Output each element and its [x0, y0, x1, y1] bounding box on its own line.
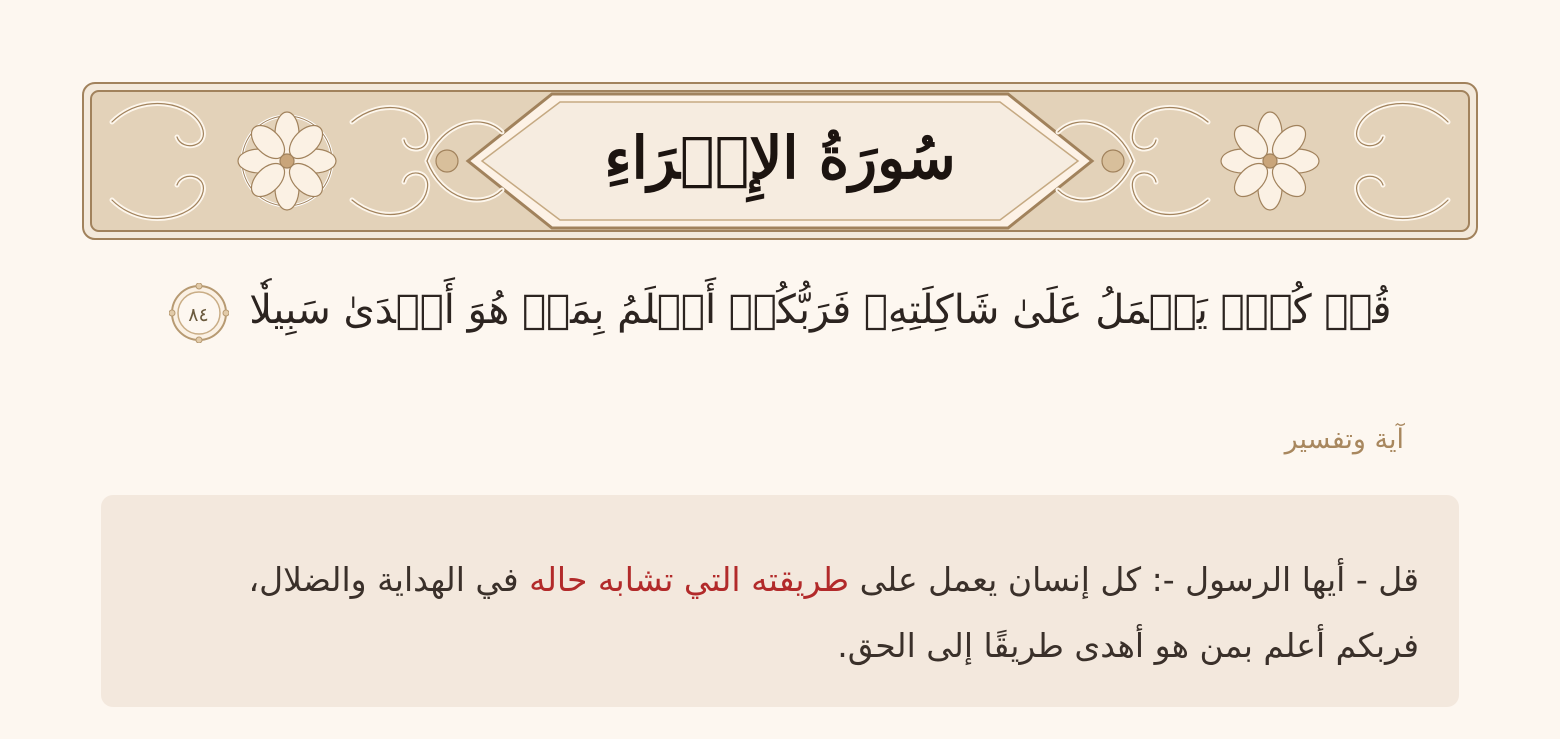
verse-number-marker — [169, 283, 229, 343]
surah-header-banner — [82, 82, 1478, 240]
surah-title: سُورَةُ الإِسۡرَاءِ — [604, 124, 956, 192]
verse-line — [150, 278, 1410, 343]
tafsir-text — [201, 547, 1419, 679]
verse-number: ٨٤ — [188, 304, 209, 326]
tafsir-text-before: قل - أيها الرسول -: كل إنسان يعمل على — [849, 560, 1419, 599]
tafsir-box — [101, 495, 1459, 707]
section-label: آية وتفسير — [1284, 424, 1404, 455]
tafsir-highlight: طريقته التي تشابه حاله — [529, 560, 850, 599]
verse-text: قُلۡ كُلّٞ يَعۡمَلُ عَلَىٰ شَاكِلَتِهِۦ فَرَبُّكُمۡ أَعۡلَمُ بِمَنۡ هُوَ أَهۡدَىٰ سَبِيلٗا — [249, 287, 1392, 333]
tafsir-text-after: في الهداية والضلال، فربكم أعلم بمن هو أهدى طريقًا إلى الحق. — [248, 560, 1419, 665]
